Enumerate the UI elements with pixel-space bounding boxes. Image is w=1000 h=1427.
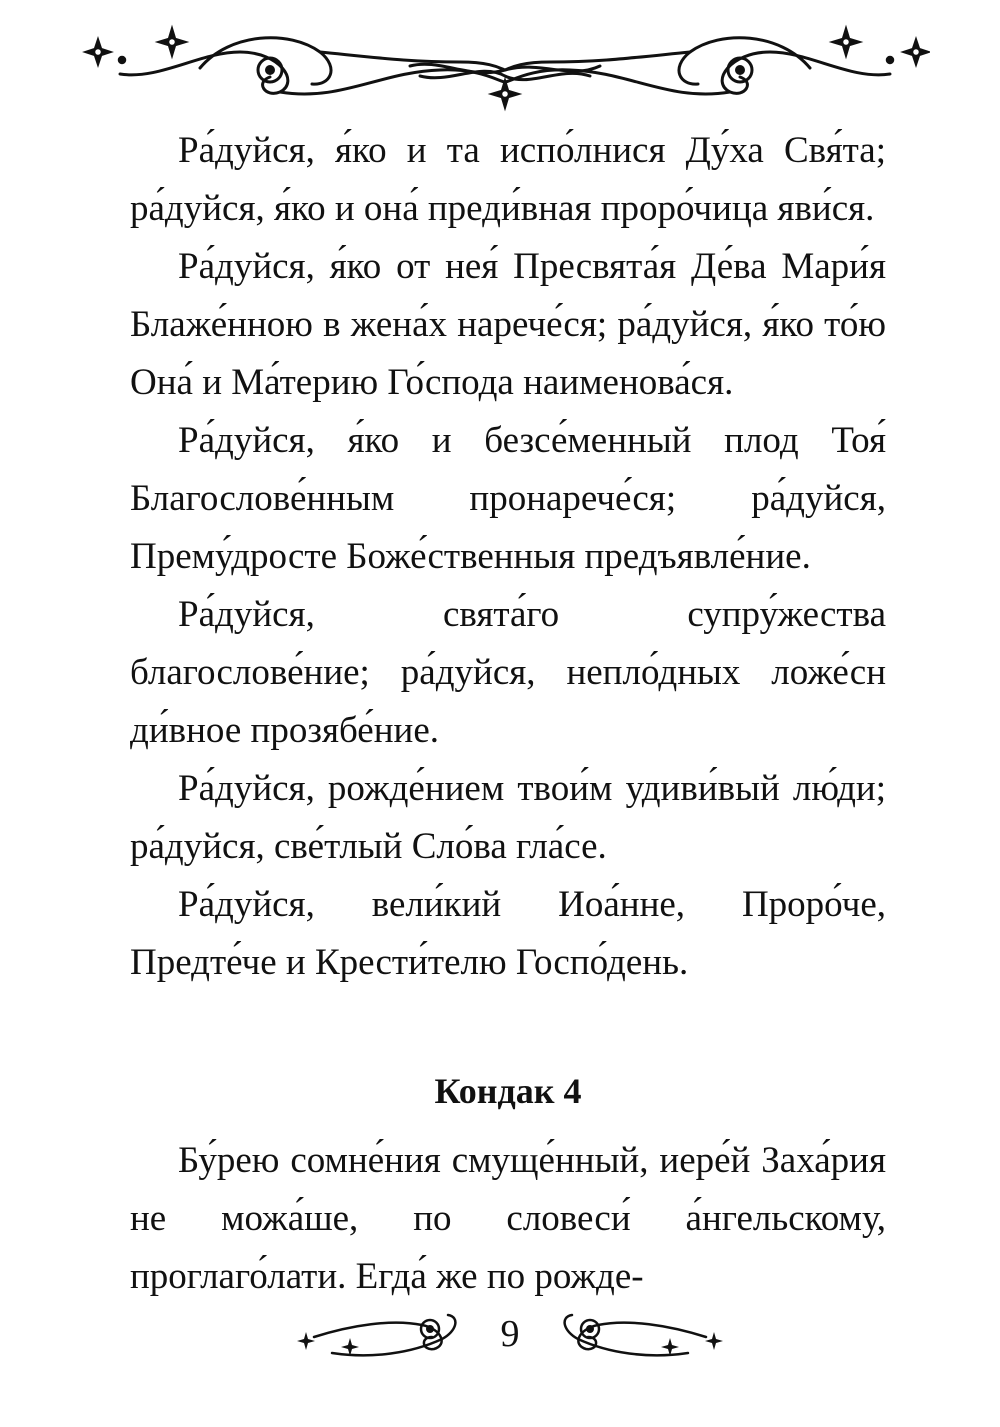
kondak-text-block	[130, 1132, 886, 1306]
page-number: 9	[500, 1313, 520, 1355]
top-floral-ornament-icon	[80, 22, 930, 114]
paragraph: Ра́дуйся, я́ко от нея́ Пресвята́я Де́ва Мари́я Блаже́нною в жена́х нарече́ся; ра́дуйся, я́ко то́ю Она́ и Ма́терию Го́спода наименова́ся.	[130, 246, 886, 403]
paragraph: Ра́дуйся, я́ко и безсе́менный плод Тоя́ Благослове́нным пронарече́ся; ра́дуйся, Прему́дросте Боже́ственныя предъявле́ние.	[130, 420, 886, 577]
prayer-text-block	[130, 122, 886, 992]
paragraph: Ра́дуйся, свята́го супру́жества благослове́ние; ра́дуйся, непло́дных ложе́сн ди́вное прозябе́ние.	[130, 594, 886, 751]
paragraph: Ра́дуйся, я́ко и та испо́лнися Ду́ха Свя́та; ра́дуйся, я́ко и она́ преди́вная проро́чица яви́ся.	[130, 130, 886, 229]
bottom-right-floral-ornament-icon	[548, 1305, 728, 1367]
paragraph: Ра́дуйся, вели́кий Иоа́нне, Проро́че, Предте́че и Крести́телю Госпо́день.	[130, 884, 886, 983]
section-heading: Кондак 4	[434, 1071, 582, 1111]
bottom-left-floral-ornament-icon	[292, 1305, 472, 1367]
paragraph: Бу́рею сомне́ния смуще́нный, иере́й Заха́рия не можа́ше, по словеси́ а́нгельскому, проглаго́лати. Егда́ же по рожде-	[130, 1140, 886, 1297]
paragraph: Ра́дуйся, рожде́нием твои́м удиви́вый лю́ди; ра́дуйся, све́тлый Сло́ва гла́се.	[130, 768, 886, 867]
